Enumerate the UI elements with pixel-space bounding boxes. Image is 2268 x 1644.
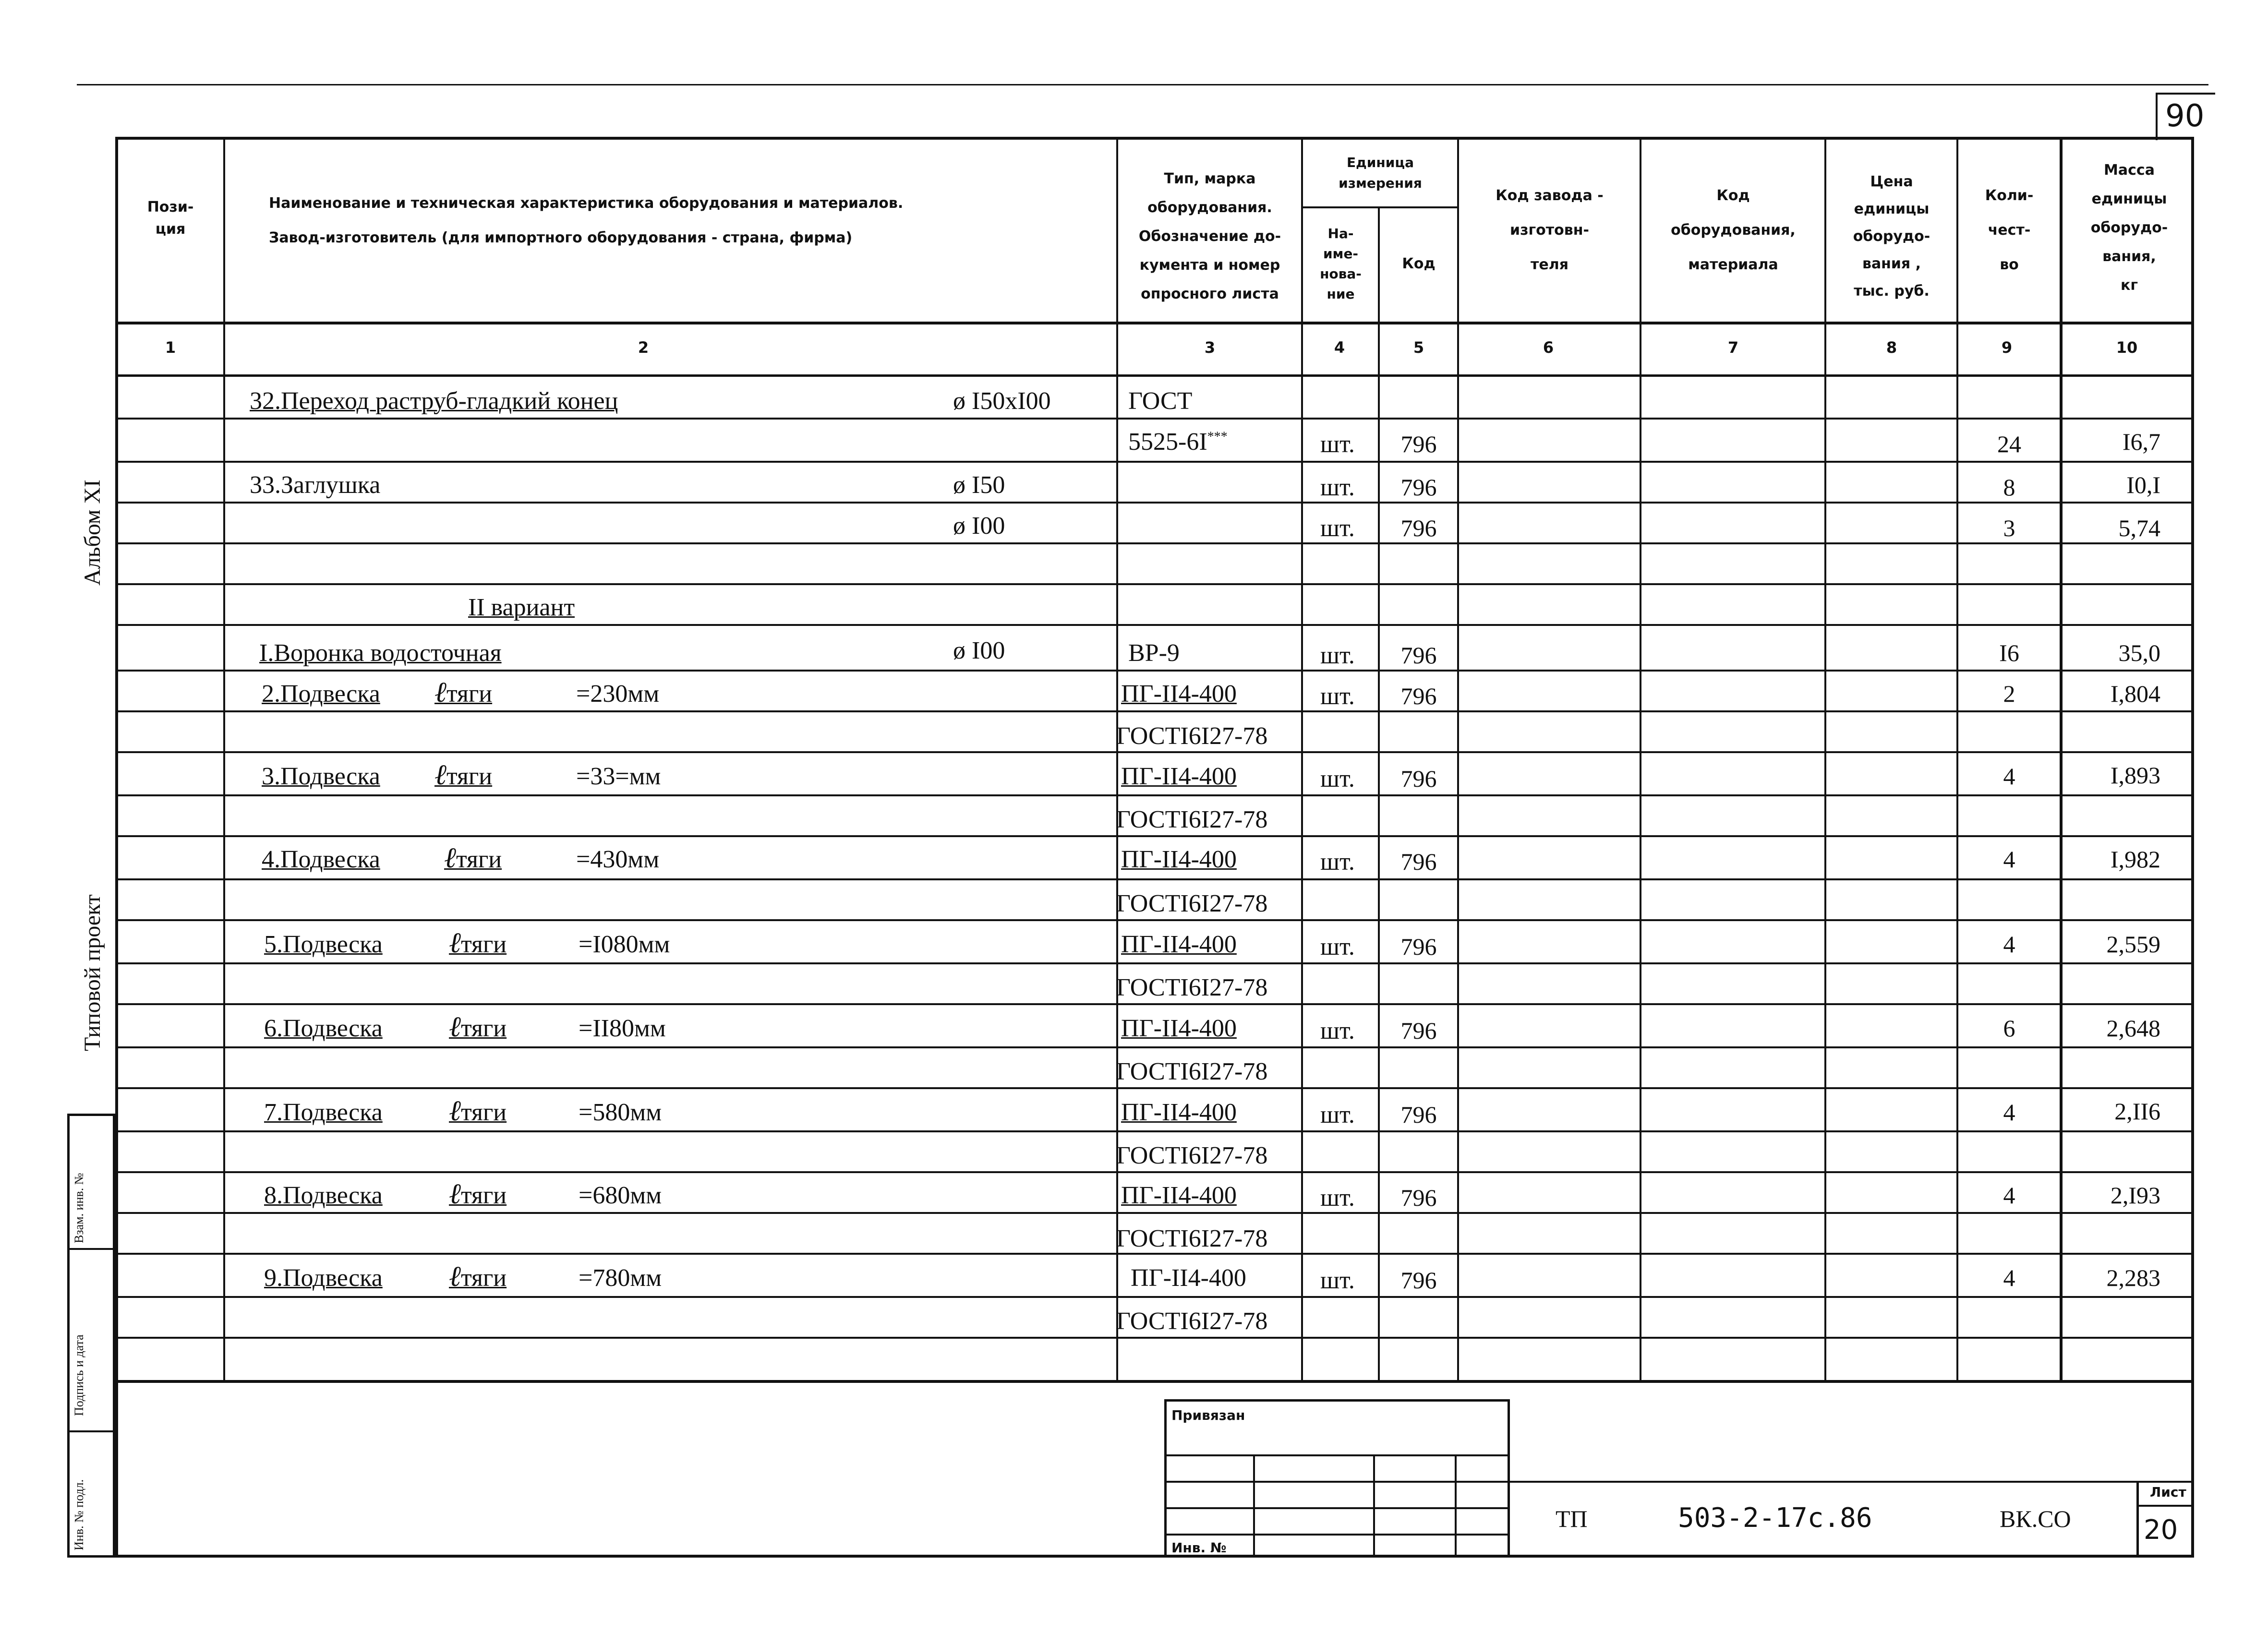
s7-type-b: ГОСТI6I27-78 [1116, 1142, 1268, 1169]
s8-type-b: ГОСТI6I27-78 [1116, 1225, 1268, 1252]
header-unit-name: На- име- нова- ние [1320, 226, 1362, 302]
s4-tyagi: ℓтяги [444, 842, 502, 874]
s7-tyagi: ℓтяги [449, 1095, 507, 1127]
s2-type-a: ПГ-II4-400 [1121, 680, 1237, 708]
r32-size: ø I50xI00 [953, 387, 1051, 415]
stamp-list-div [2136, 1505, 2194, 1507]
s2-code: 796 [1400, 683, 1437, 709]
s4-type-a: ПГ-II4-400 [1121, 846, 1237, 873]
stamp-line [1164, 1534, 1510, 1536]
colnum-8: 8 [1886, 338, 1897, 357]
s6-mass: 2,648 [2106, 1015, 2160, 1042]
page-number: 90 [2165, 98, 2205, 134]
s2-name: 2.Подвеска [262, 680, 380, 708]
r33-size-b: ø I00 [953, 512, 1005, 540]
header-sub-line [1301, 206, 1457, 208]
row-line [115, 835, 2194, 837]
s9-mass: 2,283 [2106, 1264, 2160, 1291]
s8-unit: шт. [1320, 1184, 1355, 1212]
s2-tyagi: ℓтяги [434, 676, 493, 708]
v1-size: ø I00 [953, 637, 1005, 664]
s4-len: =430мм [576, 846, 660, 873]
r33-unit-b: шт. [1320, 515, 1355, 542]
v1-type: ВР-9 [1128, 639, 1180, 667]
colnum-5: 5 [1413, 338, 1424, 357]
colnum-4: 4 [1334, 338, 1345, 357]
s9-qty: 4 [2003, 1264, 2015, 1291]
s6-len: =II80мм [579, 1015, 666, 1042]
side-stamp3: Инв. № подл. [72, 1479, 86, 1550]
s8-len: =680мм [579, 1182, 662, 1209]
r33-mass-b: 5,74 [2118, 515, 2160, 541]
s8-type-a: ПГ-II4-400 [1121, 1182, 1237, 1209]
row-line [115, 670, 2194, 672]
row-line [115, 919, 2194, 921]
stamp-list-no: 20 [2144, 1514, 2178, 1546]
stamp-section: ВК.СО [2000, 1505, 2071, 1532]
colnum-1: 1 [165, 338, 176, 357]
s6-code: 796 [1400, 1017, 1437, 1044]
row-line [115, 461, 2194, 463]
colnum-3: 3 [1204, 338, 1216, 357]
row-line [115, 418, 2194, 420]
header-unit-code: Код [1402, 255, 1436, 272]
stamp-privyazan: Привязан [1171, 1407, 1245, 1423]
row-line [115, 1337, 2194, 1339]
s4-mass: I,982 [2110, 846, 2160, 873]
s8-qty: 4 [2003, 1182, 2015, 1209]
s9-code: 796 [1400, 1267, 1437, 1294]
s3-name: 3.Подвеска [262, 763, 380, 790]
s4-code: 796 [1400, 848, 1437, 875]
header-unit: Единица измерения [1339, 154, 1422, 191]
row-line [115, 1171, 2194, 1173]
s7-type-a: ПГ-II4-400 [1121, 1099, 1237, 1126]
row-line [115, 1296, 2194, 1298]
header-equipment-code: Код оборудования, материала [1671, 187, 1796, 273]
s5-type-b: ГОСТI6I27-78 [1116, 974, 1268, 1001]
s6-type-a: ПГ-II4-400 [1121, 1015, 1237, 1042]
s7-code: 796 [1400, 1101, 1437, 1128]
s3-qty: 4 [2003, 763, 2015, 790]
v1-unit: шт. [1320, 642, 1355, 669]
r32-name: 32.Переход раструб-гладкий конец [250, 387, 618, 415]
colnum-2: 2 [638, 338, 649, 357]
s8-mass: 2,I93 [2110, 1182, 2160, 1209]
header-price: Цена единицы оборудо- вания , тыс. руб. [1853, 173, 1930, 300]
colnum-9: 9 [2001, 338, 2013, 357]
s4-qty: 4 [2003, 846, 2015, 873]
side-stamp-div2 [67, 1430, 115, 1432]
s7-name: 7.Подвеска [264, 1099, 383, 1126]
row-line [115, 878, 2194, 880]
header-name: Наименование и техническая характеристика оборудования и материалов. Завод-изготовитель (для импортного оборудования - страна, фирма) [269, 195, 904, 246]
s6-name: 6.Подвеска [264, 1015, 383, 1042]
s9-tyagi: ℓтяги [449, 1260, 507, 1292]
s3-type-a: ПГ-II4-400 [1121, 763, 1237, 790]
s8-code: 796 [1400, 1184, 1437, 1211]
r33-code-a: 796 [1400, 474, 1437, 501]
stamp-vline [1455, 1454, 1457, 1558]
side-project: Типовой проект [80, 894, 105, 1051]
v1-qty: I6 [1999, 639, 2019, 666]
s5-code: 796 [1400, 933, 1437, 960]
s2-mass: I,804 [2110, 680, 2160, 707]
r33-qty-a: 8 [2003, 474, 2015, 501]
r32-type-b: 5525-6I*** [1128, 428, 1228, 456]
r32-qty: 24 [1997, 431, 2021, 457]
colnum-7: 7 [1727, 338, 1739, 357]
row-line [115, 1212, 2194, 1214]
s3-unit: шт. [1320, 765, 1355, 792]
stamp-list-label: Лист [2150, 1484, 2186, 1500]
side-stamp1: Взам. инв. № [72, 1173, 86, 1243]
r32-type-sup: *** [1207, 429, 1228, 444]
header-position: Пози- ция [147, 198, 194, 238]
header-factory-code: Код завода - изготовн- теля [1496, 187, 1604, 273]
s2-type-b: ГОСТI6I27-78 [1116, 722, 1268, 750]
title-block-top [1510, 1481, 2194, 1483]
r33-code-b: 796 [1400, 515, 1437, 541]
side-album: Альбом XI [80, 479, 105, 586]
s4-unit: шт. [1320, 848, 1355, 876]
s2-unit: шт. [1320, 683, 1355, 710]
s2-qty: 2 [2003, 680, 2015, 707]
stamp-line [1164, 1481, 1510, 1483]
row-line [115, 1130, 2194, 1132]
s7-mass: 2,II6 [2114, 1098, 2160, 1125]
r33-qty-b: 3 [2003, 515, 2015, 541]
r33-name: 33.Заглушка [250, 471, 381, 499]
row-line [115, 1087, 2194, 1089]
stamp-inv-no: Инв. № [1171, 1540, 1227, 1556]
s5-qty: 4 [2003, 931, 2015, 958]
row-line [115, 583, 2194, 585]
s5-type-a: ПГ-II4-400 [1121, 931, 1237, 958]
v1-code: 796 [1400, 642, 1437, 669]
s5-tyagi: ℓтяги [449, 927, 507, 959]
row-line [115, 624, 2194, 626]
s7-unit: шт. [1320, 1101, 1355, 1128]
s3-tyagi: ℓтяги [434, 759, 493, 791]
s8-tyagi: ℓтяги [449, 1178, 507, 1210]
row-line [115, 710, 2194, 712]
r33-mass-a: I0,I [2126, 471, 2160, 498]
s9-unit: шт. [1320, 1267, 1355, 1294]
row-line [115, 502, 2194, 504]
row-line [115, 794, 2194, 796]
header-quantity: Коли- чест- во [1985, 187, 2034, 273]
stamp-tp: ТП [1556, 1505, 1588, 1532]
s3-type-b: ГОСТI6I27-78 [1116, 806, 1268, 833]
s5-len: =I080мм [579, 931, 670, 958]
row-line [115, 542, 2194, 544]
row-line [115, 1253, 2194, 1255]
side-stamp-div1 [67, 1248, 115, 1250]
r32-code: 796 [1400, 431, 1437, 457]
s3-len: =33=мм [576, 763, 661, 790]
s7-qty: 4 [2003, 1099, 2015, 1126]
s2-len: =230мм [576, 680, 660, 708]
row-line [115, 1003, 2194, 1005]
s4-name: 4.Подвеска [262, 846, 380, 873]
stamp-doc-code: 503-2-17с.86 [1678, 1502, 1872, 1534]
stamp-vline [1373, 1454, 1375, 1558]
s6-tyagi: ℓтяги [449, 1011, 507, 1043]
stamp-vline [1253, 1454, 1255, 1558]
s9-type-b: ГОСТI6I27-78 [1116, 1308, 1268, 1335]
r32-type-a: ГОСТ [1128, 387, 1193, 415]
s5-unit: шт. [1320, 933, 1355, 960]
r33-size-a: ø I50 [953, 471, 1005, 499]
row-line [115, 1046, 2194, 1048]
colnum-10: 10 [2116, 338, 2138, 357]
r32-unit: шт. [1320, 431, 1355, 458]
side-stamp2: Подпись и дата [72, 1334, 86, 1416]
s9-type-a: ПГ-II4-400 [1131, 1264, 1246, 1292]
row-line [115, 751, 2194, 753]
s5-name: 5.Подвеска [264, 931, 383, 958]
v1-name: I.Воронка водосточная [259, 639, 502, 667]
s7-len: =580мм [579, 1099, 662, 1126]
s4-type-b: ГОСТI6I27-78 [1116, 890, 1268, 917]
colnum-bottom-line [115, 374, 2194, 377]
stamp-line [1164, 1454, 1510, 1456]
s9-len: =780мм [579, 1264, 662, 1292]
stamp-line [1164, 1507, 1510, 1509]
table-bottom-line [115, 1380, 2194, 1383]
s3-code: 796 [1400, 765, 1437, 792]
header-type: Тип, марка оборудования. Обозначение до- кумента и номер опросного листа [1138, 170, 1281, 302]
colnum-6: 6 [1543, 338, 1554, 357]
header-mass: Масса единицы оборудо- вания, кг [2090, 162, 2168, 294]
s6-unit: шт. [1320, 1017, 1355, 1044]
r32-mass: I6,7 [2122, 428, 2160, 455]
s6-type-b: ГОСТI6I27-78 [1116, 1058, 1268, 1085]
s8-name: 8.Подвеска [264, 1182, 383, 1209]
header-bottom-line [115, 322, 2194, 324]
top-rule [77, 84, 2208, 85]
s5-mass: 2,559 [2106, 931, 2160, 958]
variant-title: II вариант [468, 594, 575, 621]
row-line [115, 962, 2194, 964]
s6-qty: 6 [2003, 1015, 2015, 1042]
v1-mass: 35,0 [2118, 639, 2160, 666]
s9-name: 9.Подвеска [264, 1264, 383, 1292]
s3-mass: I,893 [2110, 762, 2160, 789]
r33-unit-a: шт. [1320, 474, 1355, 501]
